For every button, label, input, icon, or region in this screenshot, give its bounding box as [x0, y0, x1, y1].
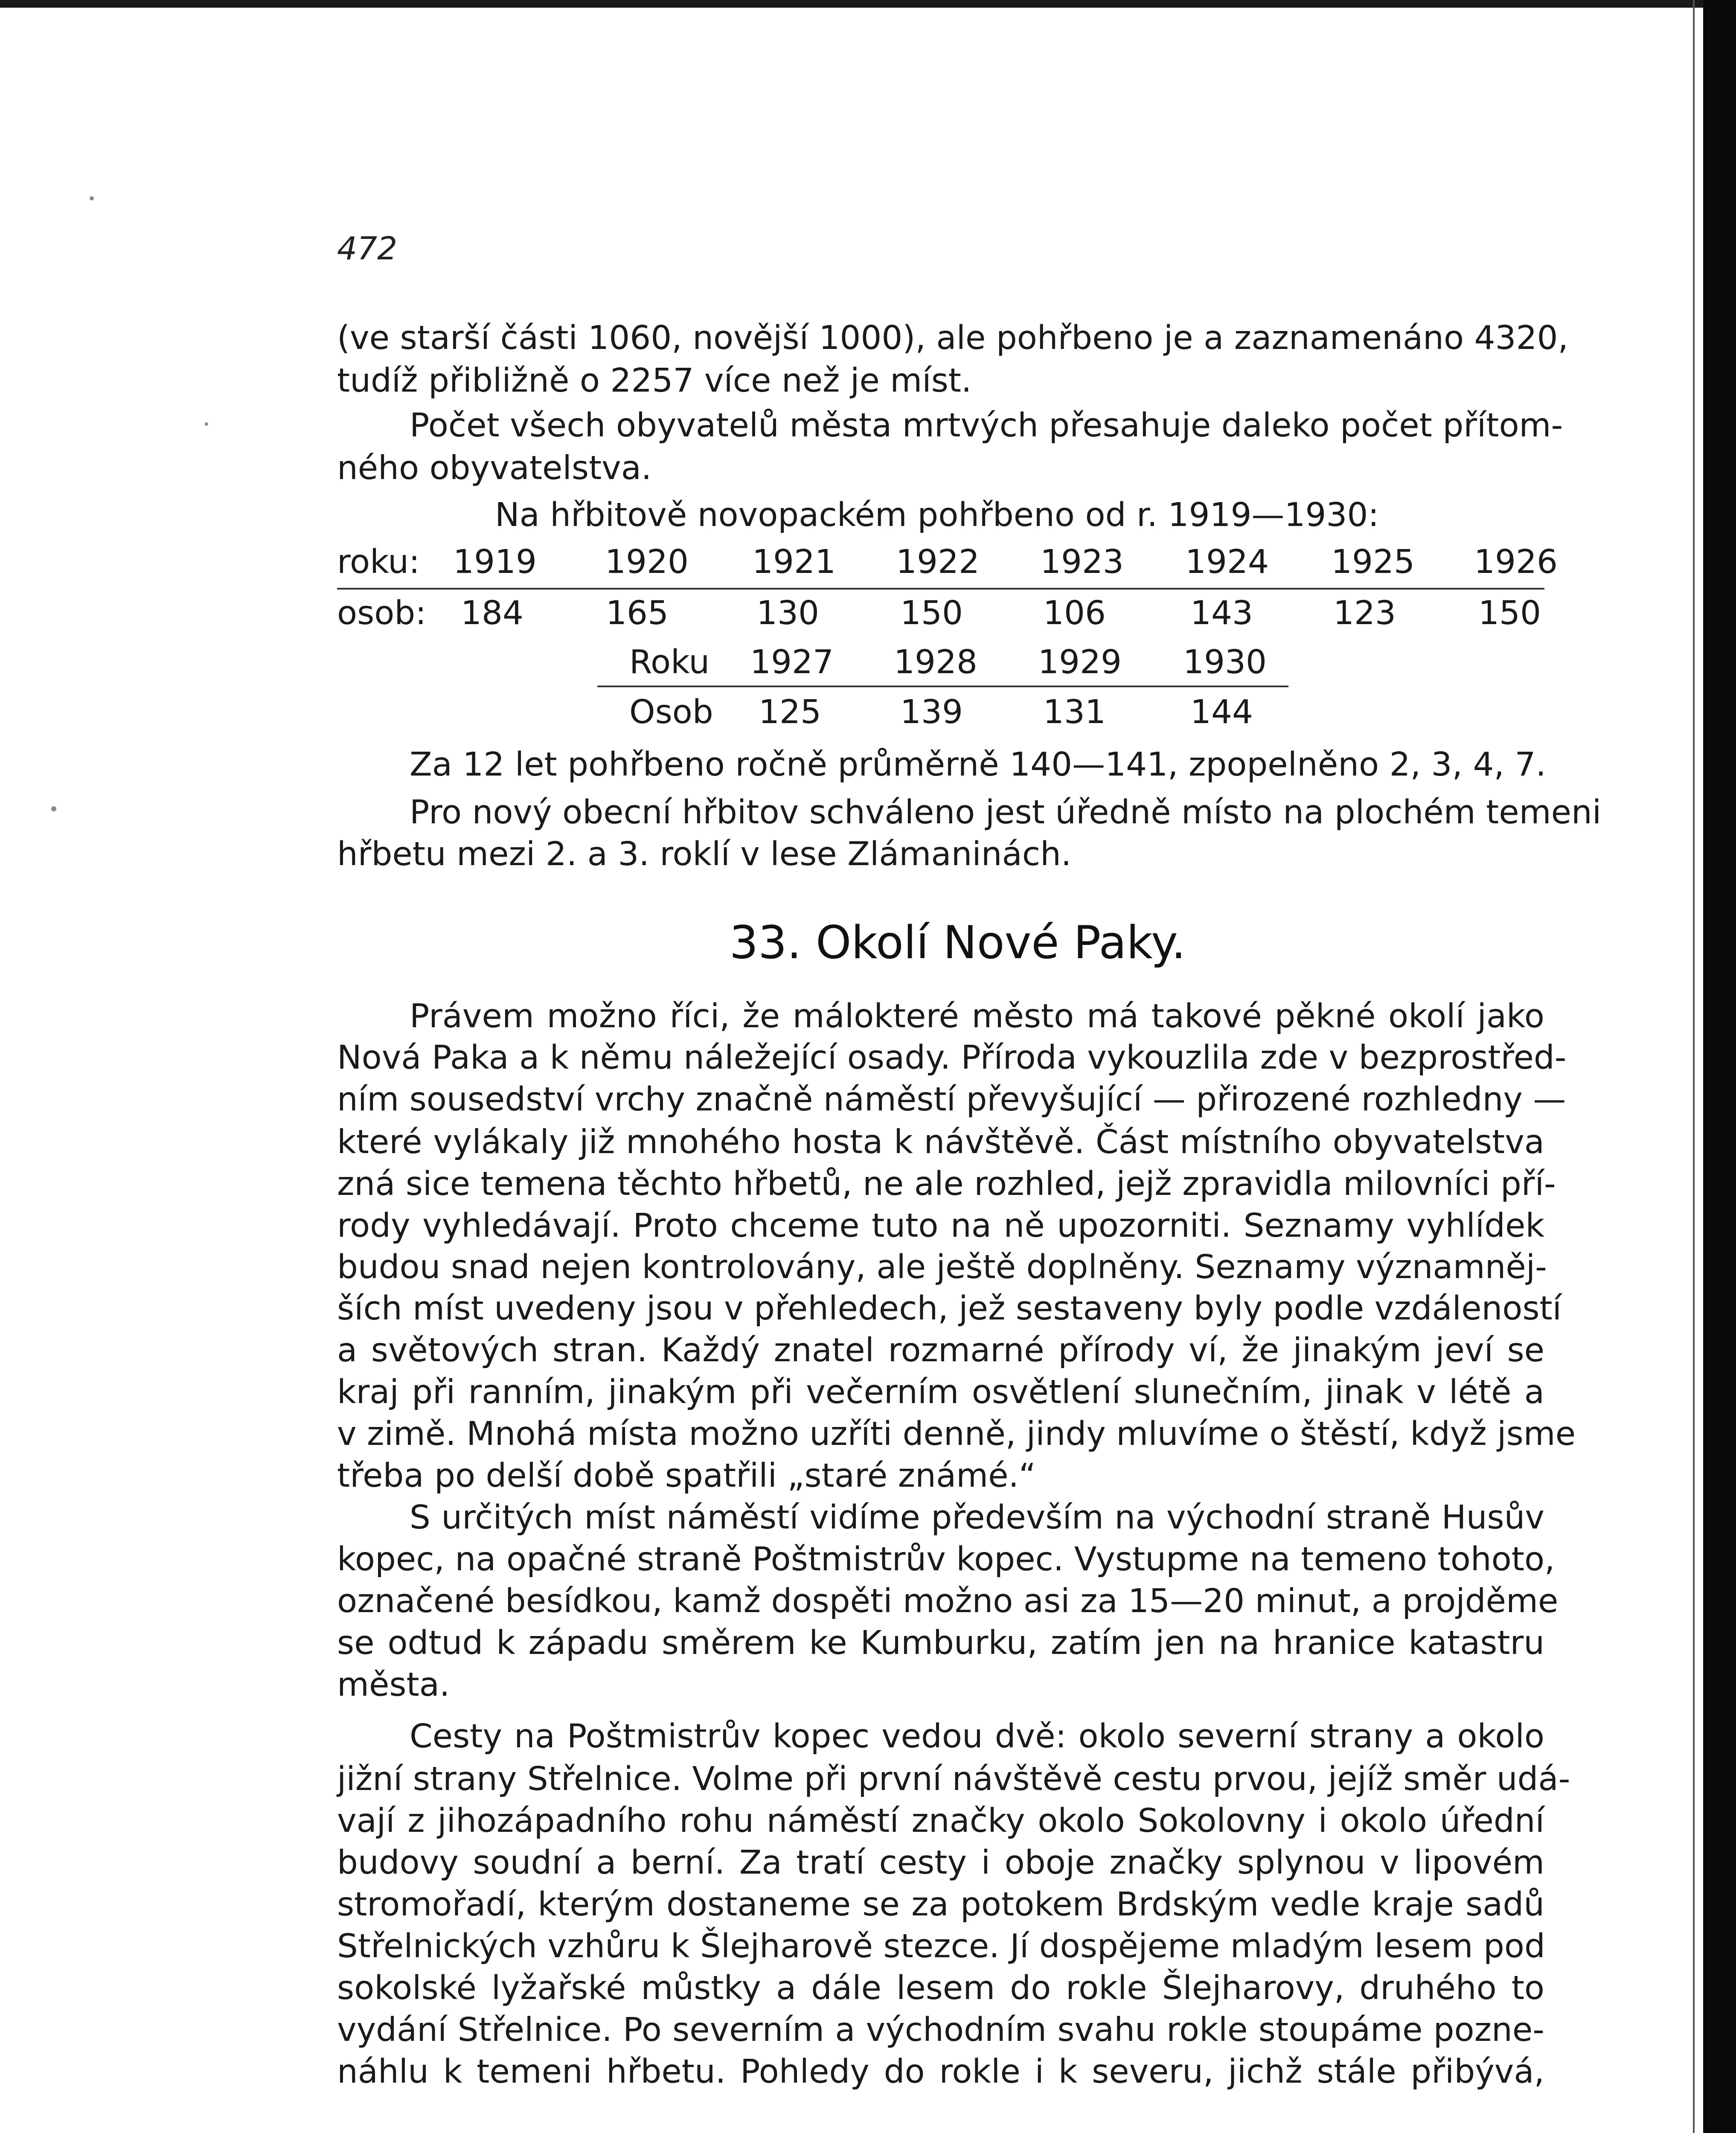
text-line: kraj při ranním, jinakým při večerním osvětlení slunečním, jinak v létě a: [337, 1373, 1544, 1411]
text-line: Počet všech obyvatelů města mrtvých přesahuje daleko počet přítom-: [410, 407, 1563, 445]
table-cell-year: 1920: [605, 543, 689, 581]
scan-edge-inner-line: [1693, 0, 1695, 2133]
text-line: a světových stran. Každý znatel rozmarné přírody ví, že jinakým jeví se: [337, 1331, 1544, 1369]
table-cell-year: 1930: [1183, 643, 1267, 681]
table-rule: [337, 588, 1544, 590]
text-line: budovy soudní a berní. Za tratí cesty i oboje značky splynou v lipovém: [337, 1844, 1544, 1882]
table-row-label-osob: osob:: [337, 594, 427, 632]
text-line: kopec, na opačné straně Poštmistrův kopec. Vystupme na temeno tohoto,: [337, 1540, 1555, 1578]
table-caption: Na hřbitově novopackém pohřbeno od r. 1919—1930:: [495, 496, 1379, 534]
table-cell-count: 106: [1043, 594, 1106, 632]
table-cell-count: 131: [1043, 693, 1106, 731]
text-line: města.: [337, 1666, 450, 1704]
table-cell-year: 1928: [894, 643, 977, 681]
scan-edge-right: [1703, 0, 1736, 2133]
table-cell-count: 125: [759, 693, 821, 731]
dust-speck: [51, 806, 56, 811]
table-cell-count: 150: [900, 594, 963, 632]
table-cell-year: 1922: [896, 543, 980, 581]
text-line: Cesty na Poštmistrův kopec vedou dvě: okolo severní strany a okolo: [410, 1717, 1544, 1755]
text-line: sokolské lyžařské můstky a dále lesem do rokle Šlejharovy, druhého to: [337, 1969, 1544, 2007]
text-line: se odtud k západu směrem ke Kumburku, zatím jen na hranice katastru: [337, 1624, 1544, 1662]
table-cell-count: 130: [756, 594, 819, 632]
table-rule: [597, 686, 1288, 687]
table-cell-year: 1919: [453, 543, 537, 581]
text-line: Za 12 let pohřbeno ročně průměrně 140—141, zpopelněno 2, 3, 4, 7.: [410, 746, 1546, 784]
text-line: označené besídkou, kamž dospěti možno asi za 15—20 minut, a projděme: [337, 1582, 1559, 1620]
table-cell-year: 1927: [750, 643, 834, 681]
text-line: vají z jihozápadního rohu náměstí značky okolo Sokolovny i okolo úřední: [337, 1802, 1544, 1840]
text-line: Nová Paka a k němu náležející osady. Příroda vykouzlila zde v bezprostřed-: [337, 1039, 1567, 1077]
dust-speck: [205, 422, 208, 426]
table-cell-year: 1925: [1331, 543, 1415, 581]
page-number: 472: [337, 230, 398, 267]
section-heading: 33. Okolí Nové Paky.: [729, 916, 1186, 969]
table-cell-count: 144: [1190, 693, 1253, 731]
table-row-label-osob-2: Osob: [629, 693, 713, 731]
dust-speck: [90, 196, 94, 201]
text-line: v zimě. Mnohá místa možno uzříti denně, jindy mluvíme o štěstí, když jsme: [337, 1415, 1576, 1453]
text-line: budou snad nejen kontrolovány, ale ještě doplněny. Seznamy významněj-: [337, 1248, 1547, 1286]
text-line: třeba po delší době spatřili „staré známé.“: [337, 1457, 1036, 1495]
table-cell-year: 1923: [1040, 543, 1124, 581]
table-cell-year: 1921: [752, 543, 836, 581]
text-line: S určitých míst náměstí vidíme především na východní straně Husův: [410, 1499, 1544, 1537]
table-cell-count: 150: [1478, 594, 1541, 632]
text-line: ného obyvatelstva.: [337, 449, 652, 487]
table-cell-count: 165: [606, 594, 669, 632]
table-row-label-roku-2: Roku: [629, 643, 710, 681]
text-line: Pro nový obecní hřbitov schváleno jest úředně místo na plochém temeni: [410, 793, 1602, 831]
text-line: vydání Střelnice. Po severním a východním svahu rokle stoupáme pozne-: [337, 2011, 1544, 2049]
text-line: stromořadí, kterým dostaneme se za potokem Brdským vedle kraje sadů: [337, 1886, 1544, 1924]
table-cell-count: 143: [1190, 594, 1253, 632]
text-line: které vylákaly již mnohého hosta k návštěvě. Část místního obyvatelstva: [337, 1123, 1544, 1161]
scan-edge-top: [0, 0, 1736, 8]
table-cell-count: 123: [1333, 594, 1396, 632]
text-line: Střelnických vzhůru k Šlejharově stezce. Jí dospějeme mladým lesem pod: [337, 1927, 1545, 1965]
text-line: tudíž přibližně o 2257 více než je míst.: [337, 362, 972, 400]
text-line: rody vyhledávají. Proto chceme tuto na ně upozorniti. Seznamy vyhlídek: [337, 1207, 1544, 1245]
table-cell-year: 1924: [1185, 543, 1269, 581]
text-line: ších míst uvedeny jsou v přehledech, jež sestaveny byly podle vzdáleností: [337, 1290, 1562, 1328]
table-cell-count: 184: [461, 594, 523, 632]
table-cell-year: 1926: [1474, 543, 1558, 581]
text-line: hřbetu mezi 2. a 3. roklí v lese Zlámaninách.: [337, 835, 1072, 873]
text-line: jižní strany Střelnice. Volme při první návštěvě cestu prvou, jejíž směr udá-: [337, 1760, 1570, 1798]
text-line: náhlu k temeni hřbetu. Pohledy do rokle i k severu, jichž stále přibývá,: [337, 2053, 1544, 2091]
text-line: ním sousedství vrchy značně náměstí převyšující — přirozené rozhledny —: [337, 1081, 1566, 1119]
table-cell-count: 139: [900, 693, 963, 731]
text-line: zná sice temena těchto hřbetů, ne ale rozhled, jejž zpravidla milovníci pří-: [337, 1165, 1556, 1203]
text-line: Právem možno říci, že málokteré město má takové pěkné okolí jako: [410, 997, 1544, 1035]
table-row-label-roku: roku:: [337, 543, 420, 581]
table-cell-year: 1929: [1038, 643, 1122, 681]
text-line: (ve starší části 1060, novější 1000), ale pohřbeno je a zaznamenáno 4320,: [337, 319, 1568, 357]
